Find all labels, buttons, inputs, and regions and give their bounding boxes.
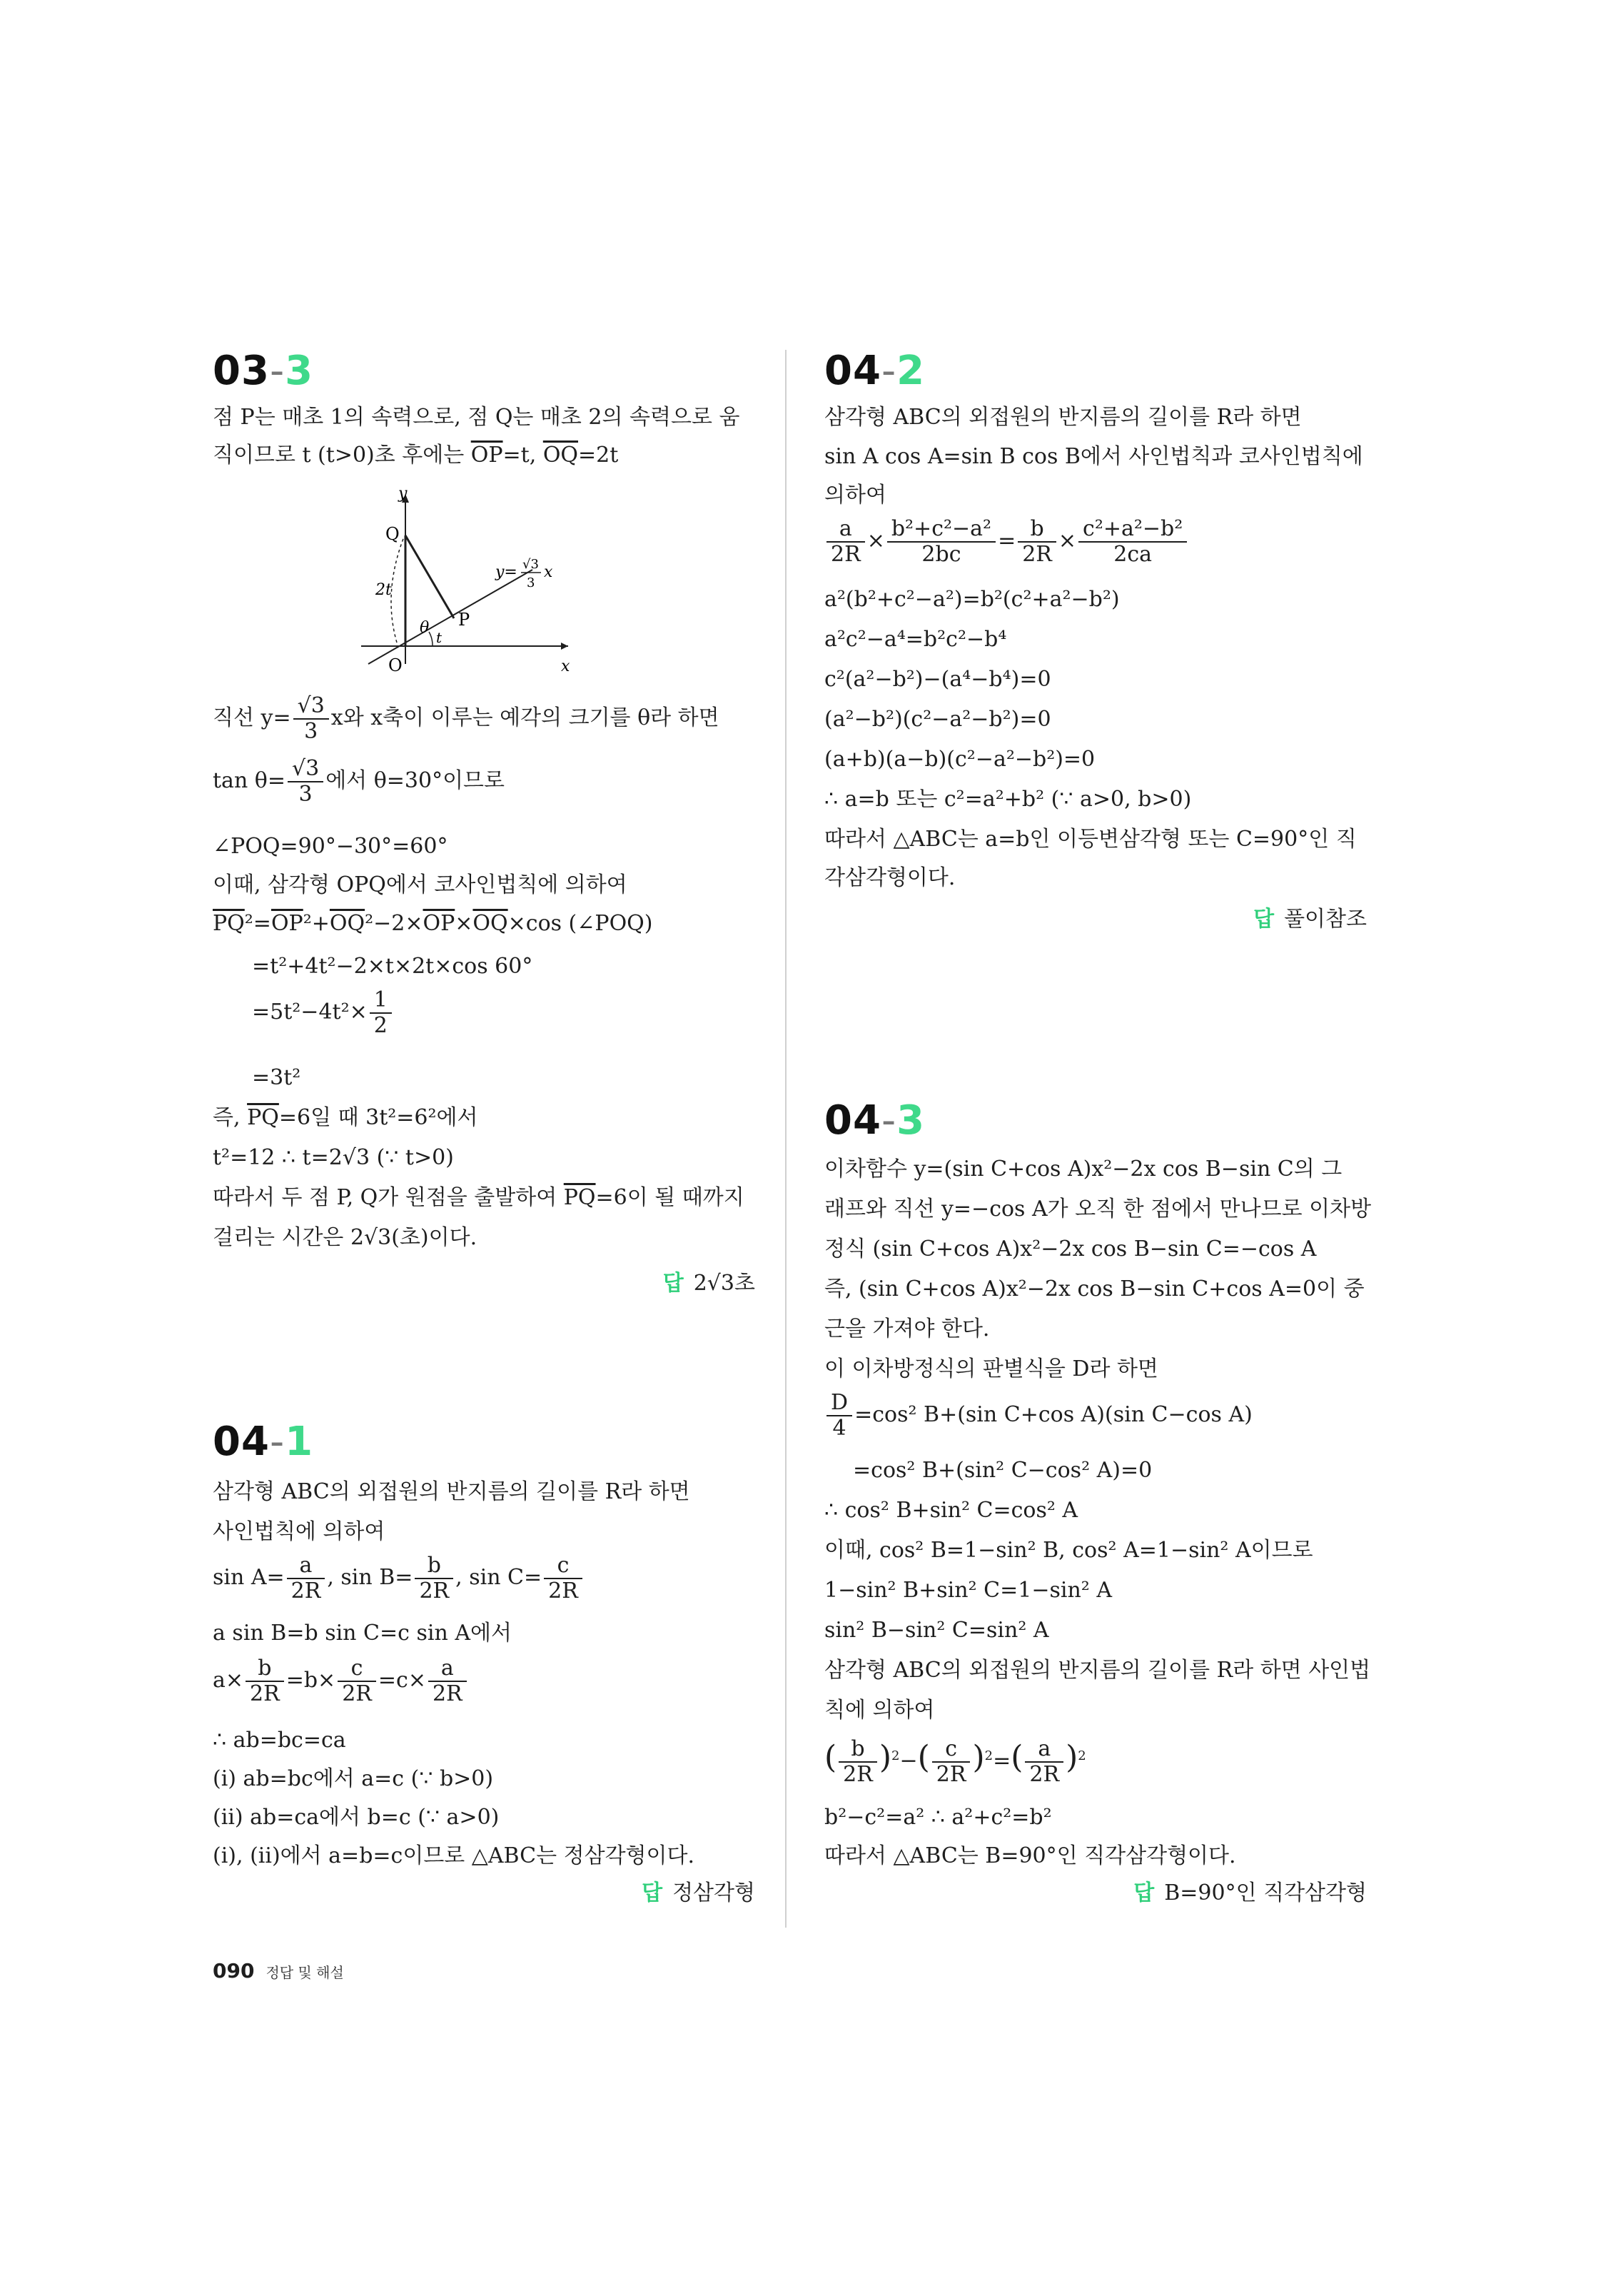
text-line: 칙에 의하여 [824, 1698, 935, 1723]
text-line: 정식 (sin C+cos A)x²−2x cos B−sin C=−cos A [824, 1237, 1317, 1262]
label-O: O [388, 655, 403, 675]
page-footer [213, 1959, 344, 1983]
text-line: 즉, $\overline{PQ}=6$일 때 3t²=6²에서 [213, 1105, 478, 1130]
label-y: y [398, 485, 408, 503]
fraction: $\frac{a}{2R}$ [287, 1554, 325, 1603]
fraction: $\frac{√3}{3}$ [293, 694, 329, 744]
line-label-num: √3 [522, 557, 539, 572]
text-line: b²−c²=a² ∴ a²+c²=b² [824, 1805, 1052, 1830]
text-line: $\frac{D}{4}$ =cos² B+(sin C+cos A)(sin C−cos A) [824, 1388, 1253, 1442]
answer-tag: 답 [662, 1271, 684, 1296]
text-line: sin A cos A=sin B cos B에서 사인법칙과 코사인법칙에 [824, 444, 1363, 469]
coordinate-graph [354, 485, 582, 678]
text-line: 삼각형 ABC의 외접원의 반지름의 길이를 R라 하면 [824, 405, 1302, 430]
text-line: 래프와 직선 y=−cos A가 오직 한 점에서 만나므로 이차방 [824, 1197, 1372, 1222]
text-line: =cos² B+(sin² C−cos² A)=0 [853, 1458, 1153, 1483]
text-line: ∴ a=b 또는 c²=a²+b² (∵ a>0, b>0) [824, 787, 1192, 812]
dashed-brace-2t [391, 537, 404, 643]
text-line: ∴ cos² B+sin² C=cos² A [824, 1498, 1078, 1523]
text-line: 직선 y= $\frac{√3}{3}$ x와 x축이 이루는 예각의 크기를 θ라 하면 [213, 693, 719, 744]
label-t: t [436, 629, 443, 646]
footer-label: 정답 및 해설 [266, 1964, 344, 1981]
fraction: $\frac{b}{2R}$ [415, 1554, 453, 1603]
text-line: 이때, cos² B=1−sin² B, cos² A=1−sin² A이므로 [824, 1538, 1313, 1563]
text-line: c²(a²−b²)−(a⁴−b⁴)=0 [824, 667, 1051, 692]
text-line: (ⅰ), (ⅱ)에서 a=b=c이므로 △ABC는 정삼각형이다. [213, 1843, 695, 1868]
line-label-den: 3 [527, 575, 535, 590]
label-2t: 2t [375, 581, 392, 599]
fraction: $\frac{√3}{3}$ [288, 757, 323, 807]
text-line: (a+b)(a−b)(c²−a²−b²)=0 [824, 747, 1096, 772]
problem-title: 04-1 [213, 1419, 314, 1465]
text-line: 삼각형 ABC의 외접원의 반지름의 길이를 R라 하면 [213, 1479, 690, 1504]
text-line: ∴ ab=bc=ca [213, 1728, 346, 1753]
text-line: 이차함수 y=(sin C+cos A)x²−2x cos B−sin C의 그 [824, 1157, 1343, 1182]
text-line: ( $\frac{b}{2R}$ )$^2$−( $\frac{c}{2R}$ )$^2$=( $\frac{a}{2R}$ )$^2$ [824, 1736, 1086, 1787]
text-line: 점 P는 매초 1의 속력으로, 점 Q는 매초 2의 속력으로 움 [213, 405, 740, 430]
answer-tag: 답 [1133, 1880, 1155, 1905]
answer: 답 풀이참조 [1253, 907, 1367, 932]
label-P: P [458, 610, 470, 630]
text-line: 즉, (sin C+cos A)x²−2x cos B−sin C+cos A=0이 중 [824, 1277, 1365, 1301]
fraction: $\frac{c}{2R}$ [932, 1737, 971, 1787]
fraction: $\frac{1}{2}$ [370, 988, 392, 1038]
text-line: 직이므로 t (t>0)초 후에는 $\overline{OP}=t$, $\overline{OQ}=2t$ [213, 443, 619, 468]
answer: 답 2√3초 [662, 1271, 755, 1296]
line-label-y: y= [495, 563, 517, 581]
answer-tag: 답 [1253, 907, 1275, 932]
text-line: 따라서 두 점 P, Q가 원점을 출발하여 $\overline{PQ}=6$이 될 때까지 [213, 1185, 744, 1210]
problem-04-3 [824, 1097, 1372, 1905]
fraction: $\frac{a}{2R}$ [428, 1656, 467, 1706]
text-line: 1−sin² B+sin² C=1−sin² A [824, 1578, 1113, 1603]
text-line: a²(b²+c²−a²)=b²(c²+a²−b²) [824, 587, 1120, 612]
fraction: $\frac{c}{2R}$ [338, 1656, 376, 1706]
text-line: 따라서 △ABC는 B=90°인 직각삼각형이다. [824, 1843, 1236, 1868]
text-line: sin A= $\frac{a}{2R}$ , sin B= $\frac{b}{2R}$ , sin C= $\frac{c}{2R}$ [213, 1551, 585, 1605]
fraction: $\frac{b}{2R}$ [1018, 517, 1056, 567]
text-line: a²c²−a⁴=b²c²−b⁴ [824, 627, 1007, 652]
label-x: x [561, 658, 570, 675]
fraction: $\frac{a}{2R}$ [1025, 1737, 1063, 1787]
text-line: 의하여 [824, 483, 886, 508]
fraction: $\frac{b}{2R}$ [839, 1737, 877, 1787]
fraction: $\frac{D}{4}$ [826, 1391, 852, 1441]
answer-tag: 답 [642, 1880, 663, 1905]
text-line: 따라서 △ABC는 a=b인 이등변삼각형 또는 C=90°인 직 [824, 827, 1357, 852]
text-line: tan θ= $\frac{√3}{3}$ 에서 θ=30°이므로 [213, 756, 505, 807]
page-number: 090 [213, 1959, 255, 1983]
answer: 답 정삼각형 [642, 1880, 755, 1905]
fraction: $\frac{c}{2R}$ [544, 1554, 582, 1603]
problem-title: 04-2 [824, 348, 926, 394]
label-theta: θ [420, 619, 430, 637]
text-line: ∠POQ=90°−30°=60° [213, 834, 448, 859]
text-line: $\frac{a}{2R}$ × $\frac{\text{b²+c²−a²}}{2bc}$ = $\frac{b}{2R}$ × $\frac{\text{c²+a²−b²}}{2ca}$ [824, 514, 1189, 568]
text-line: (a²−b²)(c²−a²−b²)=0 [824, 707, 1051, 732]
column-divider [785, 350, 787, 1928]
answer: 답 B=90°인 직각삼각형 [1133, 1880, 1367, 1905]
fraction: $\frac{b}{2R}$ [246, 1656, 284, 1706]
text-line: a× $\frac{b}{2R}$ =b× $\frac{c}{2R}$ =c× $\frac{a}{2R}$ [213, 1653, 469, 1708]
line-y-sqrt3-over-3-x [368, 570, 532, 664]
problem-04-1 [213, 1419, 755, 1905]
text-line: 사인법칙에 의하여 [213, 1519, 385, 1544]
text-line: sin² B−sin² C=sin² A [824, 1618, 1049, 1643]
text-line: 삼각형 ABC의 외접원의 반지름의 길이를 R라 하면 사인법 [824, 1658, 1371, 1683]
x-axis-arrow [561, 643, 568, 650]
label-Q: Q [385, 524, 400, 544]
fraction: $\frac{\text{b²+c²−a²}}{2bc}$ [887, 517, 996, 567]
text-line: a sin B=b sin C=c sin A에서 [213, 1621, 512, 1646]
text-line: (ⅱ) ab=ca에서 b=c (∵ a>0) [213, 1805, 500, 1830]
problem-title: 03-3 [213, 348, 314, 394]
text-line: 이 이차방정식의 판별식을 D라 하면 [824, 1356, 1158, 1381]
text-line: 이때, 삼각형 OPQ에서 코사인법칙에 의하여 [213, 872, 627, 897]
text-line: 근을 가져야 한다. [824, 1316, 990, 1341]
text-line: $\overline{PQ}^2=\overline{OP}^2+\overline{OQ}^2-2\times\overline{OP}\times\overline{OQ}\times\cos$ (∠POQ) [213, 911, 653, 936]
line-label-x: x [544, 563, 553, 581]
text-line: 걸리는 시간은 2√3(초)이다. [213, 1225, 477, 1250]
angle-arc [429, 632, 433, 646]
text-line: t²=12 ∴ t=2√3 (∵ t>0) [213, 1145, 454, 1170]
fraction: $\frac{a}{2R}$ [826, 517, 865, 567]
segment-PQ [405, 535, 454, 618]
problem-03-3 [213, 348, 755, 1296]
fraction: $\frac{\text{c²+a²−b²}}{2ca}$ [1078, 517, 1187, 567]
problem-title: 04-3 [824, 1097, 926, 1144]
text-line: =t²+4t²−2×t×2t×cos 60° [252, 954, 533, 979]
text-line: (ⅰ) ab=bc에서 a=c (∵ b>0) [213, 1766, 494, 1791]
problem-04-2 [824, 348, 1367, 932]
text-line: 각삼각형이다. [824, 865, 956, 890]
text-line: =3t² [252, 1065, 301, 1090]
text-line: =5t²−4t²× $\frac{1}{2}$ [252, 987, 394, 1038]
